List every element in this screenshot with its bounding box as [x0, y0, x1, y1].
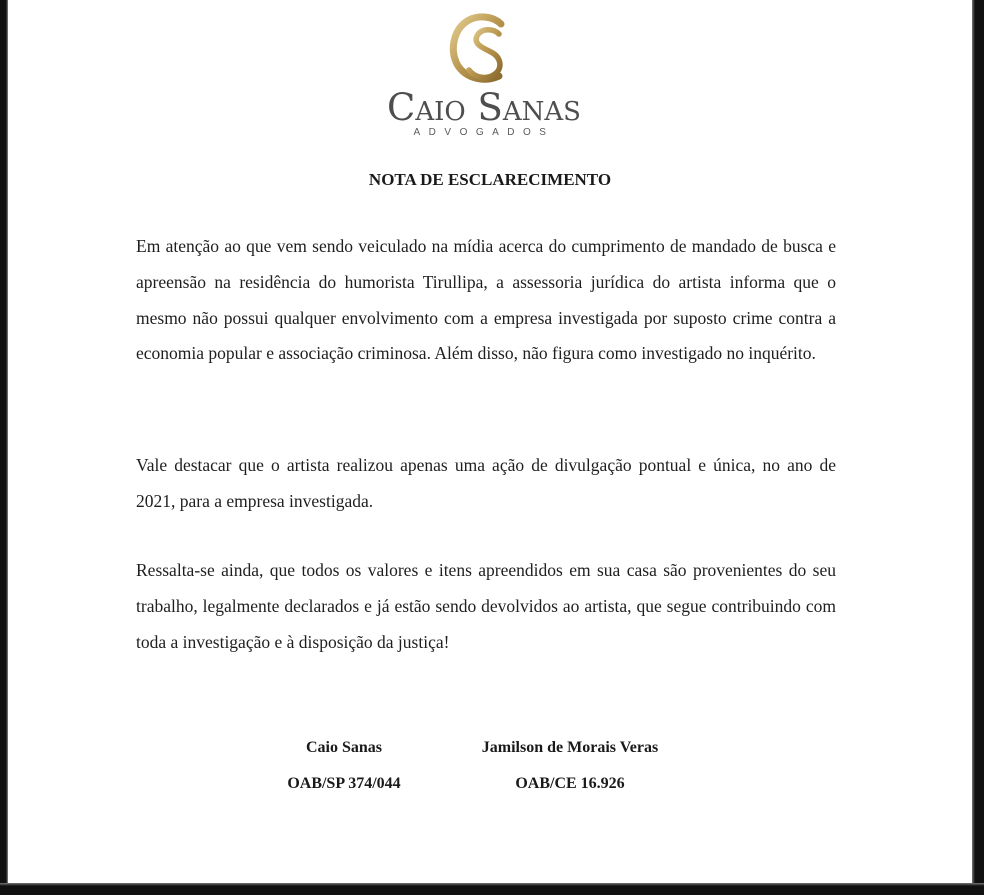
signatory-registration: OAB/CE 16.926 [515, 775, 625, 792]
right-border [972, 0, 984, 895]
firm-subtitle: ADVOGADOS [413, 127, 555, 138]
signatory-name: Jamilson de Morais Veras [481, 739, 659, 756]
signature-block-1 [254, 730, 434, 802]
document-title: NOTA DE ESCLARECIMENTO [368, 170, 612, 189]
signatory-registration: OAB/SP 374/044 [287, 775, 401, 792]
paragraph-3: Ressalta-se ainda, que todos os valores e itens apreendidos em sua casa são provenientes do seu trabalho, legalmente declarados e já estão sendo devolvidos ao artista, que segue contribuindo com toda a investigação e à disposição da justiça! [136, 560, 836, 652]
cs-monogram-icon [441, 10, 525, 94]
paragraph-1: Em atenção ao que vem sendo veiculado na mídia acerca do cumprimento de mandado de busca e apreensão na residência do humorista Tirullipa, a assessoria jurídica do artista informa que o mesmo não possui qualquer envolvimento com a empresa investigada por suposto crime contra a economia popular e associação criminosa. Além disso, não figura como investigado no inquérito. [136, 236, 836, 364]
left-border [0, 0, 8, 895]
paragraph-2: Vale destacar que o artista realizou apenas uma ação de divulgação pontual e única, no ano de 2021, para a empresa investigada. [136, 455, 836, 511]
letterhead-logo [378, 10, 598, 140]
document-page [8, 0, 972, 883]
signature-block-2 [450, 730, 690, 802]
signatory-name: Caio Sanas [305, 739, 383, 756]
bottom-border [0, 883, 984, 895]
firm-name: Caio Sanas [387, 86, 581, 129]
